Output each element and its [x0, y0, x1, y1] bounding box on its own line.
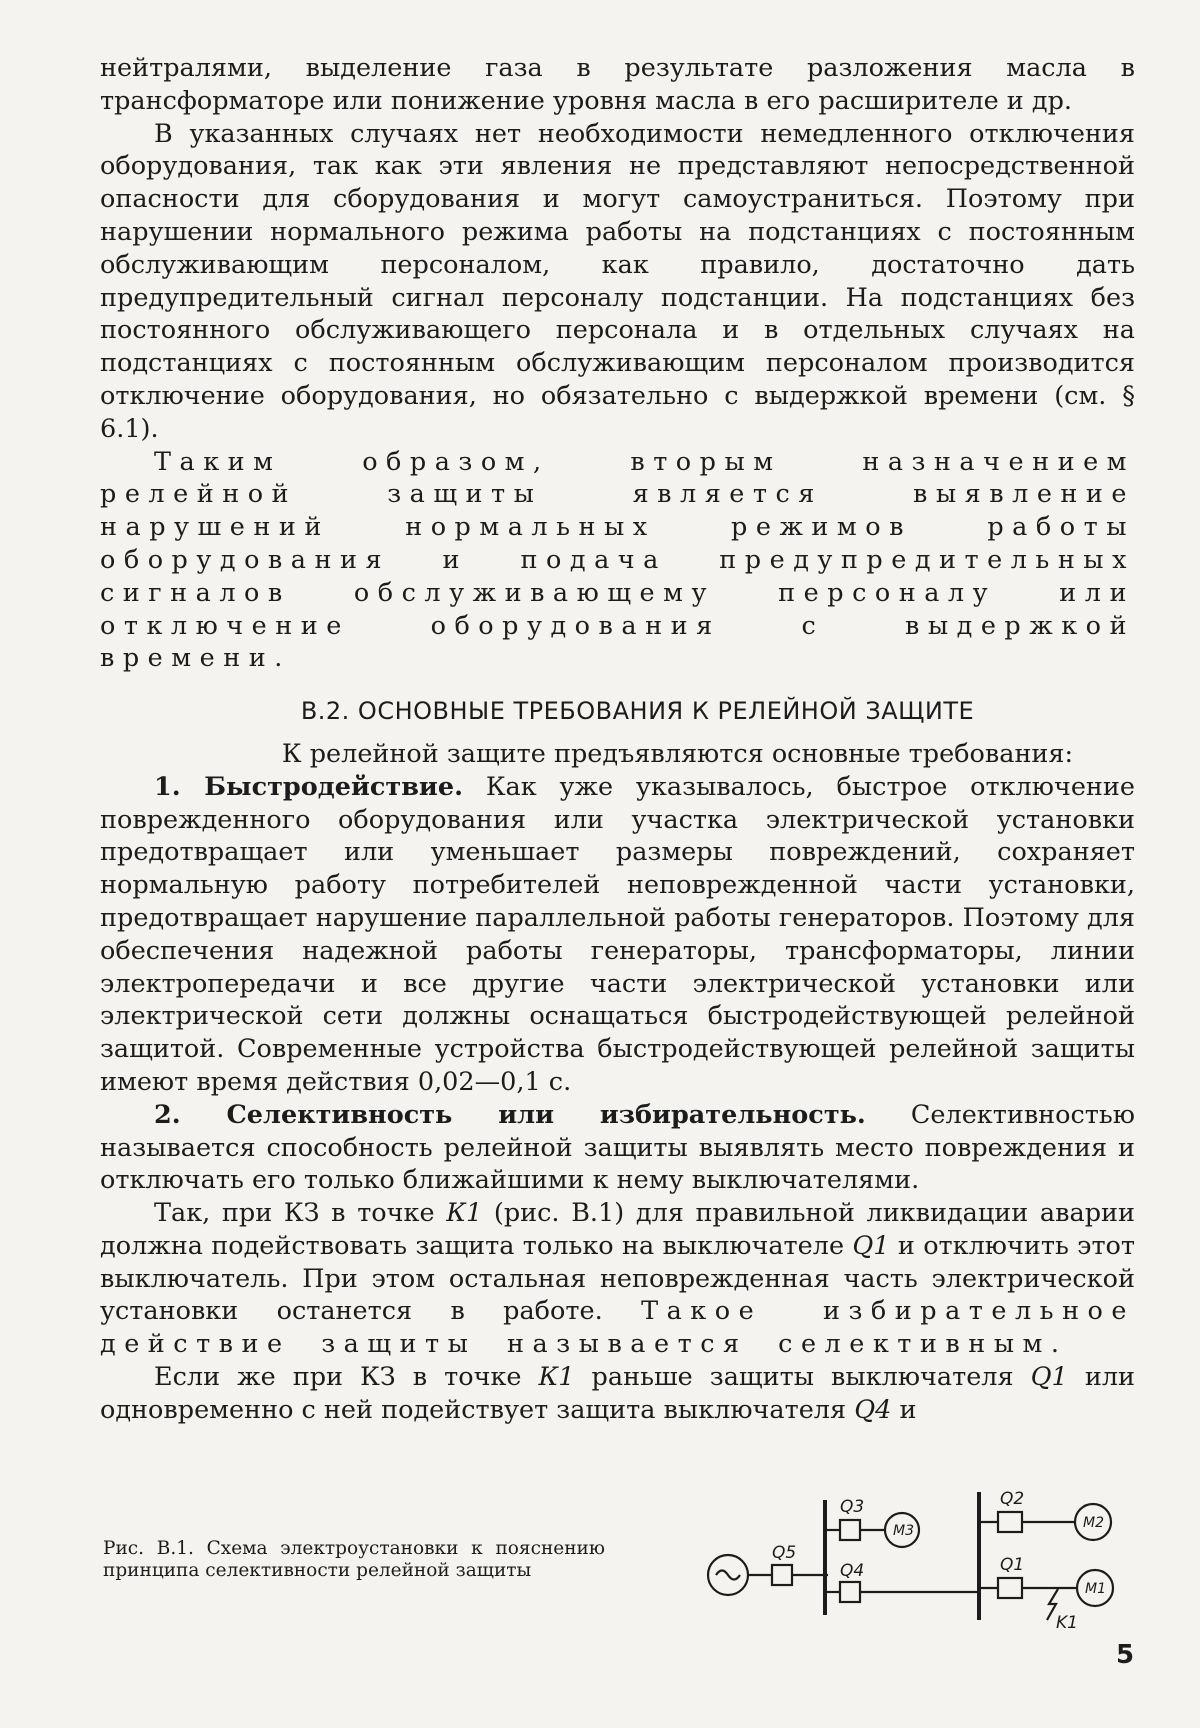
ref-k1-2: К1 [538, 1362, 575, 1393]
last-part-c: или одновременно с ней подействует защита выключателя [100, 1362, 1136, 1425]
ref-q1-2: Q1 [1030, 1362, 1068, 1393]
requirement-selectivity-text: Селективностью называется способность релейной защиты выявлять место повреждения и отключать его только ближайшими к нему выключателями. [100, 1099, 1135, 1196]
ref-k1: К1 [446, 1198, 483, 1229]
paragraph-emphasis: Таким образом, вторым назначением релейной защиты является выявление нарушений нормальных режимов работы оборудования и подача предупредительных сигналов обслуживающему персоналу или отключение оборудования с выдержкой времени. [100, 446, 1135, 674]
label-m1: M1 [1085, 1581, 1106, 1597]
section-heading: В.2. ОСНОВНЫЕ ТРЕБОВАНИЯ К РЕЛЕЙНОЙ ЗАЩИТЕ [300, 697, 975, 726]
body-text [100, 52, 1135, 1427]
k1-example-part-a: Так, при КЗ в точке [154, 1198, 435, 1229]
last-part-b: раньше защиты выключателя [591, 1362, 1014, 1393]
requirements-intro: К релейной защите предъявляются основные требования: [281, 738, 1074, 769]
breaker-q2 [998, 1512, 1022, 1532]
label-k1: K1 [1056, 1613, 1078, 1633]
label-q2: Q2 [1000, 1489, 1025, 1509]
requirement-selectivity-title: 2. Селективность или избирательность. [154, 1099, 866, 1130]
label-m3: M3 [893, 1523, 914, 1539]
last-part-a: Если же при КЗ в точке [154, 1362, 522, 1393]
ref-q4: Q4 [854, 1394, 892, 1425]
paragraph-cases: В указанных случаях нет необходимости немедленного отключения оборудования, так как эти явления не представляют непосредственной опасности для сборудования и могут самоустраниться. Поэтому при нарушении нормального режима работы на подстанциях с постоянным обслуживающим персоналом, как правило, достаточно дать предупредительный сигнал персоналу подстанции. На подстанциях без постоянного обслуживающего персонала и в отдельных случаях на подстанциях с постоянным обслуживающим персоналом производится отключение оборудования, но обязательно с выдержкой времени (см. § 6.1). [100, 118, 1135, 444]
paragraph-continued: нейтралями, выделение газа в результате разложения масла в трансформаторе или понижение уровня масла в его расширителе и др. [100, 53, 1135, 116]
k1-example-part-c: и отключить этот выключатель. При этом остальная неповрежденная часть электрической установки останется в работе. [100, 1230, 1136, 1327]
figure-caption: Рис. В.1. Схема электроустановки к пояснению принципа селективности релейной защиты [103, 1538, 605, 1581]
requirement-speed-title: 1. Быстродействие. [154, 771, 463, 802]
last-part-d: и [899, 1394, 917, 1425]
requirement-speed-text: Как уже указывалось, быстрое отключение поврежденного оборудования или участка электрической установки предотвращает или уменьшает размеры повреждений, сохраняет нормальную работу потребителей неповрежденной части установки, предотвращает нарушение параллельной работы генераторов. Поэтому для обеспечения надежной работы генераторы, трансформаторы, линии электропередачи и все другие части электрической установки или электрической сети должны оснащаться быстродействующей релейной защитой. Современные устройства быстродействующей релейной защиты имеют время действия 0,02—0,1 с. [100, 771, 1135, 1097]
label-q3: Q3 [840, 1497, 865, 1517]
paragraph-last [100, 1361, 1135, 1427]
paragraph-k1-example [100, 1197, 1135, 1361]
breaker-q1 [998, 1578, 1022, 1598]
breaker-q4 [840, 1582, 860, 1602]
label-q1: Q1 [1000, 1555, 1025, 1575]
k1-example-sparse: Такое избирательное действие защиты называется селективным. [100, 1296, 1136, 1360]
ref-q1: Q1 [852, 1230, 890, 1261]
label-q4: Q4 [840, 1561, 865, 1581]
circuit-diagram [700, 1470, 1140, 1640]
breaker-q3 [840, 1520, 860, 1540]
page-number: 5 [1116, 1640, 1135, 1670]
requirement-selectivity [100, 1099, 1135, 1197]
k1-example-part-b: (рис. В.1) для правильной ликвидации аварии должна подействовать защита только на выключателе [100, 1198, 1136, 1261]
label-q5: Q5 [772, 1543, 797, 1563]
label-m2: M2 [1083, 1515, 1104, 1531]
breaker-q5 [772, 1565, 792, 1585]
requirement-speed [100, 771, 1135, 1099]
